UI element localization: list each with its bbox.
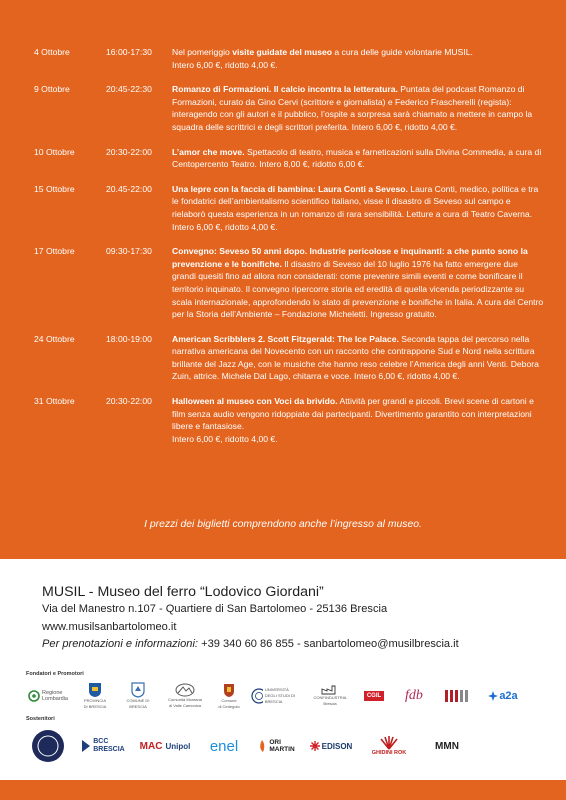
event-price: Intero 6,00 €, ridotto 4,00 €. <box>172 433 278 444</box>
logo-text: Unipol <box>165 741 191 751</box>
provincia-brescia-logo <box>77 682 113 710</box>
museum-title: MUSIL - Museo del ferro “Lodovico Giordani” <box>42 584 324 600</box>
event-time: 20:30-22:00 <box>106 146 152 157</box>
event-price: Ingresso gratuito. <box>370 309 437 320</box>
comunita-montana-logo <box>163 683 207 709</box>
logo-text: di Valle Camonica <box>169 703 201 708</box>
fdb-logo <box>396 688 432 704</box>
comune-cedegolo-logo <box>214 682 244 710</box>
crest-icon <box>88 682 102 698</box>
logo-text: a2a <box>499 690 518 702</box>
event-date: 17 Ottobre <box>34 246 75 257</box>
crest-icon <box>223 682 235 698</box>
enel-logo <box>202 738 246 755</box>
founders-logo-row <box>26 680 550 712</box>
flame-icon <box>257 739 267 753</box>
ori-martin-logo <box>254 739 298 753</box>
event-time: 16:00-17:30 <box>106 47 152 57</box>
event-title: visite guidate del museo <box>232 47 332 57</box>
logo-text: DEGLI STUDI DI BRESCIA <box>264 693 296 704</box>
confindustria-logo <box>308 685 352 707</box>
mmn-logo <box>422 741 472 752</box>
museum-address: Via del Manestro n.107 - Quartiere di San Bartolomeo - 25136 Brescia <box>42 603 388 615</box>
mountain-icon <box>175 683 195 697</box>
event-title: American Scribblers 2. Scott Fitzgerald: The Ice Palace. <box>172 333 399 344</box>
logo-text: Brescia <box>323 701 337 706</box>
logo-text: GHIDINI ROK <box>371 750 407 756</box>
asterisk-icon <box>310 741 320 751</box>
bcc-mark-icon <box>81 739 91 753</box>
event-time: 20:30-22:00 <box>106 396 152 407</box>
event-text: Seconda tappa del percorso nella narrativa americana del Novecento con un racconto che contrappone Sud e Nord nella scrittura brillante del Jazz Age, con le musiche che hanno reso celebre l’America degli anni Venti. Debora Zuin, attrice. Michele Dal Lago, chitarra e voce. <box>172 333 539 382</box>
seal-icon <box>251 688 263 704</box>
price-note: I prezzi dei biglietti comprendono anche l’ingresso al museo. <box>144 519 422 530</box>
logo-text: Comunità Montana <box>168 697 202 702</box>
logo-text: DI BRESCIA <box>83 704 107 709</box>
factory-icon <box>321 685 339 695</box>
booking-info <box>42 636 459 654</box>
event-title: Halloween al museo con Voci da brivido. <box>172 396 338 407</box>
logo-text: MAC <box>139 740 163 752</box>
logo-text: di Cedegolo <box>218 704 240 709</box>
event-text: Attività per grandi e piccoli. Brevi scene di cartoni e film senza audio vengono ridoppiate dai partecipanti. Divertimento garantito con interpretazioni libere e fantasiose. <box>172 396 534 432</box>
event-description <box>172 245 544 321</box>
event-time: 20:45-22:30 <box>106 84 152 95</box>
event-date: 31 Ottobre <box>34 396 75 407</box>
booking-contacts: +39 340 60 86 855 - sanbartolomeo@musilbrescia.it <box>198 638 459 650</box>
logo-text: Comune <box>221 698 237 703</box>
logo-text: ORI <box>269 739 281 746</box>
logo-text: COMUNE DI <box>126 698 150 703</box>
logo-text: Regione <box>42 690 63 696</box>
event-title: Una lepre con la faccia di bambina: Laura Conti a Seveso. <box>172 183 408 194</box>
founders-label: Fondatori e Promotori <box>26 671 84 677</box>
event-row <box>34 83 544 133</box>
crest-icon <box>131 682 145 698</box>
logo-text: fdb <box>405 688 423 703</box>
logo-text: PROVINCIA <box>83 698 106 703</box>
event-description <box>172 83 544 133</box>
event-text: Spettacolo di teatro, musica e farneticazioni sulla Divina Commedia, a cura di Centopercento Teatro. <box>172 146 542 170</box>
event-row <box>34 183 544 233</box>
bcc-brescia-logo <box>78 738 128 754</box>
logo-text: EDISON <box>321 741 353 751</box>
event-title: L’amor che move. <box>172 146 245 157</box>
museum-info <box>42 583 459 654</box>
event-row <box>34 245 544 321</box>
event-intro: Nel pomeriggio <box>172 47 233 57</box>
event-description <box>172 333 544 383</box>
events-list <box>34 46 544 457</box>
event-time: 09:30-17:30 <box>106 246 152 257</box>
bars-icon <box>444 689 474 703</box>
booking-label: Per prenotazioni e informazioni: <box>42 638 199 650</box>
museo-industria-logo <box>439 689 479 703</box>
event-date: 10 Ottobre <box>34 146 75 157</box>
museum-website[interactable]: www.musilsanbartolomeo.it <box>42 620 177 633</box>
logo-text: UNIVERSITÀ <box>264 687 289 692</box>
supporters-label: Sostenitori <box>26 716 55 722</box>
footer-bar <box>0 780 566 800</box>
comune-brescia-logo <box>120 682 156 710</box>
event-text: Laura Conti, medico, politica e tra le fondatrici dell’ambientalismo scientifico italiano, visse il disastro di Seveso sul campo e rielaborò questa esperienza in un romanzo di rara sensibilità. Letture a cura di Teatro Caverna. <box>172 183 539 219</box>
star-icon <box>488 691 498 701</box>
event-price: Intero 8,00 €, ridotto 6,00 €. <box>259 159 365 170</box>
logo-text: enel <box>209 737 239 755</box>
supporters-logo-row <box>26 728 550 764</box>
event-row <box>34 46 544 71</box>
regione-lombardia-logo <box>26 690 70 702</box>
event-time: 20.45-22:00 <box>106 183 152 194</box>
logo-text: BCC <box>93 738 109 745</box>
cgil-logo <box>359 691 389 701</box>
unibs-logo <box>251 687 301 705</box>
logo-text: Lombardia <box>42 696 68 702</box>
event-description <box>172 395 544 445</box>
logo-text: BRESCIA <box>129 704 147 709</box>
event-price: Intero 6,00 €, ridotto 4,00 €. <box>172 221 278 232</box>
event-date: 9 Ottobre <box>34 84 70 95</box>
logo-text: CONFINDUSTRIA <box>313 695 347 700</box>
logo-text: BRESCIA <box>93 746 125 753</box>
circle-icon <box>30 729 66 763</box>
event-date: 24 Ottobre <box>34 333 75 344</box>
event-text: Il disastro di Seveso del 10 luglio 1976 ha fatto emergere due grandi quesiti fino ad allora non considerati: come prevenire simili eventi e come bonificare il territorio inquinato. Il convegno ripercorre storia ed eredità di quella vicenda periodizzante su scala internazionale, approfondendo lo stato di prevenzione e bonifiche in Italia. A cura del Centro per la Storia dell’Ambiente – Fondazione Micheletti. <box>172 258 544 320</box>
event-description <box>172 46 544 71</box>
event-price: Intero 6,00 €, ridotto 4,00 €. <box>354 371 460 382</box>
event-row <box>34 395 544 445</box>
logo-text: CGIL <box>364 691 384 701</box>
fondazione-comunita-logo <box>26 729 70 763</box>
event-date: 4 Ottobre <box>34 47 70 57</box>
event-date: 15 Ottobre <box>34 183 75 194</box>
event-row <box>34 333 544 383</box>
mac-unipol-logo <box>136 741 194 752</box>
ghidini-rok-logo <box>364 736 414 756</box>
event-row <box>34 146 544 171</box>
event-time: 18:00-19:00 <box>106 333 152 344</box>
event-description <box>172 183 544 233</box>
event-price: Intero 6,00 €, ridotto 4,00 €. <box>172 59 278 70</box>
event-text: Puntata del podcast Romanzo di Formazioni, curato da Gino Cervi (scrittore e giornalista) e Federico Frascherelli (regista): interagendo con gli autori e il pubblico, l’ospite a sorpresa sarà chiamato a mettere in campo la squadra delle scrittrici e degli scrittori preferita. <box>172 84 533 132</box>
event-title: Convegno: Seveso 50 anni dopo. Industrie pericolose e inquinanti: a che punto sono la prevenzione e le bonifiche. <box>172 246 528 269</box>
event-text: a cura delle guide volontarie MUSIL. <box>332 47 473 57</box>
event-description <box>172 146 544 171</box>
fan-icon <box>379 736 399 750</box>
rose-icon <box>28 690 40 702</box>
logo-text: MMN <box>435 740 459 752</box>
logo-text: MARTIN <box>269 746 295 753</box>
event-price: Intero 6,00 €, ridotto 4,00 €. <box>351 121 458 132</box>
edison-logo <box>306 741 356 751</box>
a2a-logo <box>486 690 520 702</box>
event-title: Romanzo di Formazioni. Il calcio incontra la letteratura. <box>172 84 398 95</box>
